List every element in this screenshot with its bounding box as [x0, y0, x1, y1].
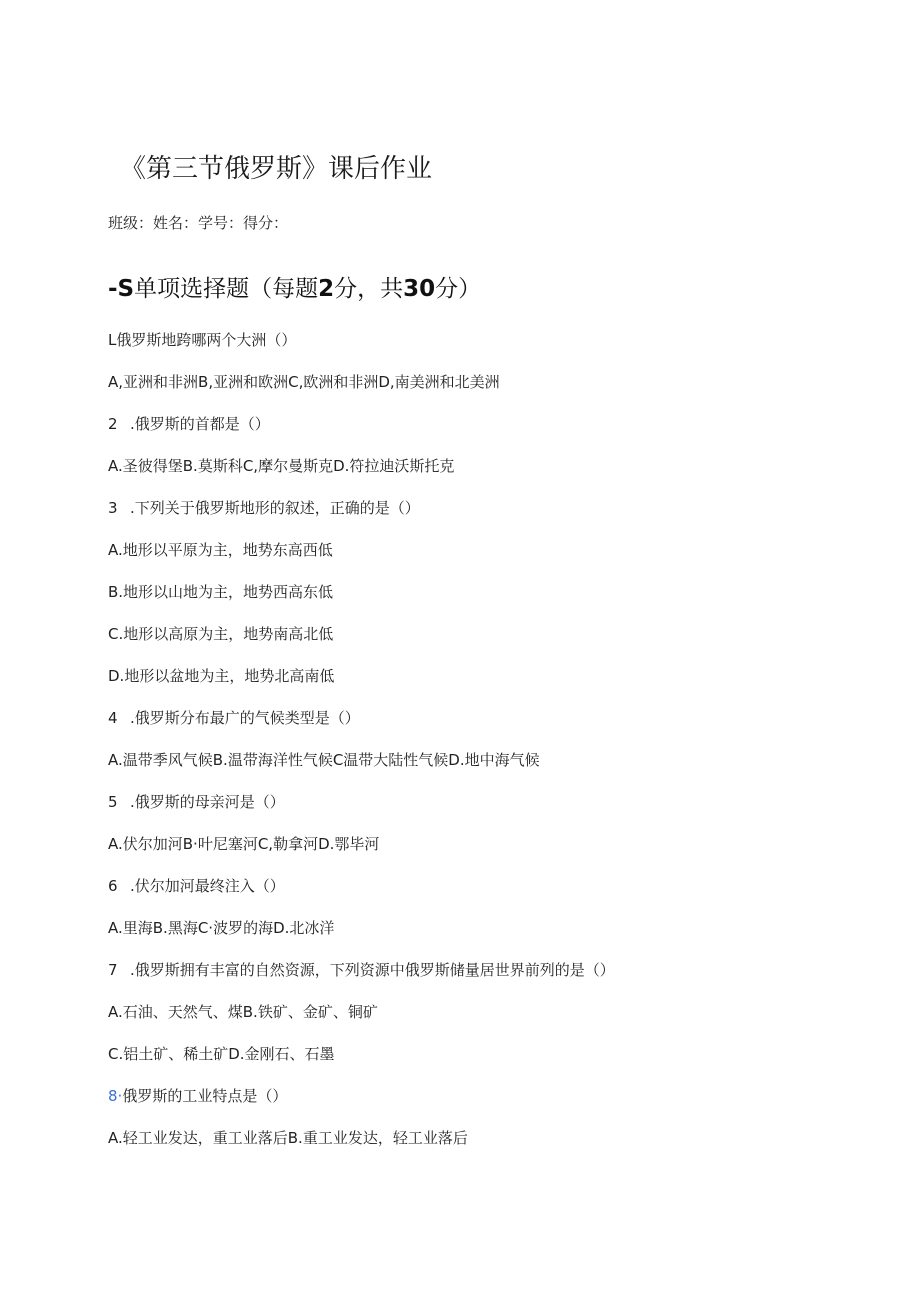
line-text: A.圣彼得堡B.莫斯科C,摩尔曼斯克D.符拉迪沃斯托克 [108, 457, 455, 475]
line-text: A.地形以平原为主，地势东高西低 [108, 541, 333, 559]
section-heading [108, 270, 481, 303]
line-text: .伏尔加河最终注入（） [130, 877, 285, 895]
question-number: 7 [108, 961, 118, 979]
question-line [108, 960, 615, 980]
question-line [108, 414, 270, 434]
line-text: C.地形以高原为主，地势南高北低 [108, 625, 334, 643]
option-line [108, 1128, 468, 1148]
document-title: 《第三节俄罗斯》课后作业 [120, 154, 433, 184]
line-text: A.石油、天然气、煤B.铁矿、金矿、铜矿 [108, 1003, 378, 1021]
line-text: .下列关于俄罗斯地形的叙述，正确的是（） [130, 499, 420, 517]
section-text-a: 单项选择题（每题 [134, 276, 319, 302]
line-text: A.伏尔加河B·叶尼塞河C,勒拿河D.鄂毕河 [108, 835, 380, 853]
option-line [108, 456, 454, 476]
line-text: A,亚洲和非洲B,亚洲和欧洲C,欧洲和非洲D,南美洲和北美洲 [108, 373, 500, 391]
line-text: L俄罗斯地跨哪两个大洲（） [108, 331, 297, 349]
section-num-a: 2 [318, 276, 335, 302]
line-text: A.温带季风气候B.温带海洋性气候C温带大陆性气候D.地中海气候 [108, 751, 540, 769]
option-line [108, 750, 540, 770]
question-number: 2 [108, 415, 118, 433]
option-line [108, 540, 333, 560]
section-text-b: 分，共 [334, 276, 404, 302]
line-text: A.轻工业发达，重工业落后B.重工业发达，轻工业落后 [108, 1129, 468, 1147]
question-line [108, 792, 285, 812]
line-text: .俄罗斯拥有丰富的自然资源，下列资源中俄罗斯储量居世界前列的是（） [130, 961, 615, 979]
line-text: D.地形以盆地为主，地势北高南低 [108, 667, 335, 685]
line-text: .俄罗斯的首都是（） [130, 415, 270, 433]
line-text: B.地形以山地为主，地势西高东低 [108, 583, 334, 601]
option-line [108, 1044, 335, 1064]
option-line [108, 918, 334, 938]
section-num-b: 30 [403, 276, 436, 302]
question-number: 3 [108, 499, 118, 517]
question-line [108, 1086, 287, 1106]
student-info-line: 班级：姓名：学号：得分： [108, 214, 289, 232]
option-line [108, 372, 500, 392]
option-line [108, 624, 333, 644]
question-number: 5 [108, 793, 118, 811]
question-line [108, 876, 285, 896]
line-text: .俄罗斯分布最广的气候类型是（） [130, 709, 360, 727]
question-number: 4 [108, 709, 118, 727]
option-line [108, 666, 334, 686]
question-number: 6 [108, 877, 118, 895]
option-line [108, 1002, 378, 1022]
line-text: C.铝土矿、稀土矿D.金刚石、石墨 [108, 1045, 335, 1063]
line-text: 俄罗斯的工业特点是（） [122, 1087, 288, 1105]
option-line [108, 330, 296, 350]
question-line [108, 708, 360, 728]
section-text-c: 分） [435, 276, 482, 302]
question-line [108, 498, 420, 518]
line-text: .俄罗斯的母亲河是（） [130, 793, 285, 811]
section-prefix: -S [108, 276, 135, 302]
question-number: 8· [108, 1087, 123, 1105]
option-line [108, 582, 333, 602]
option-line [108, 834, 379, 854]
line-text: A.里海B.黑海C·波罗的海D.北冰洋 [108, 919, 335, 937]
